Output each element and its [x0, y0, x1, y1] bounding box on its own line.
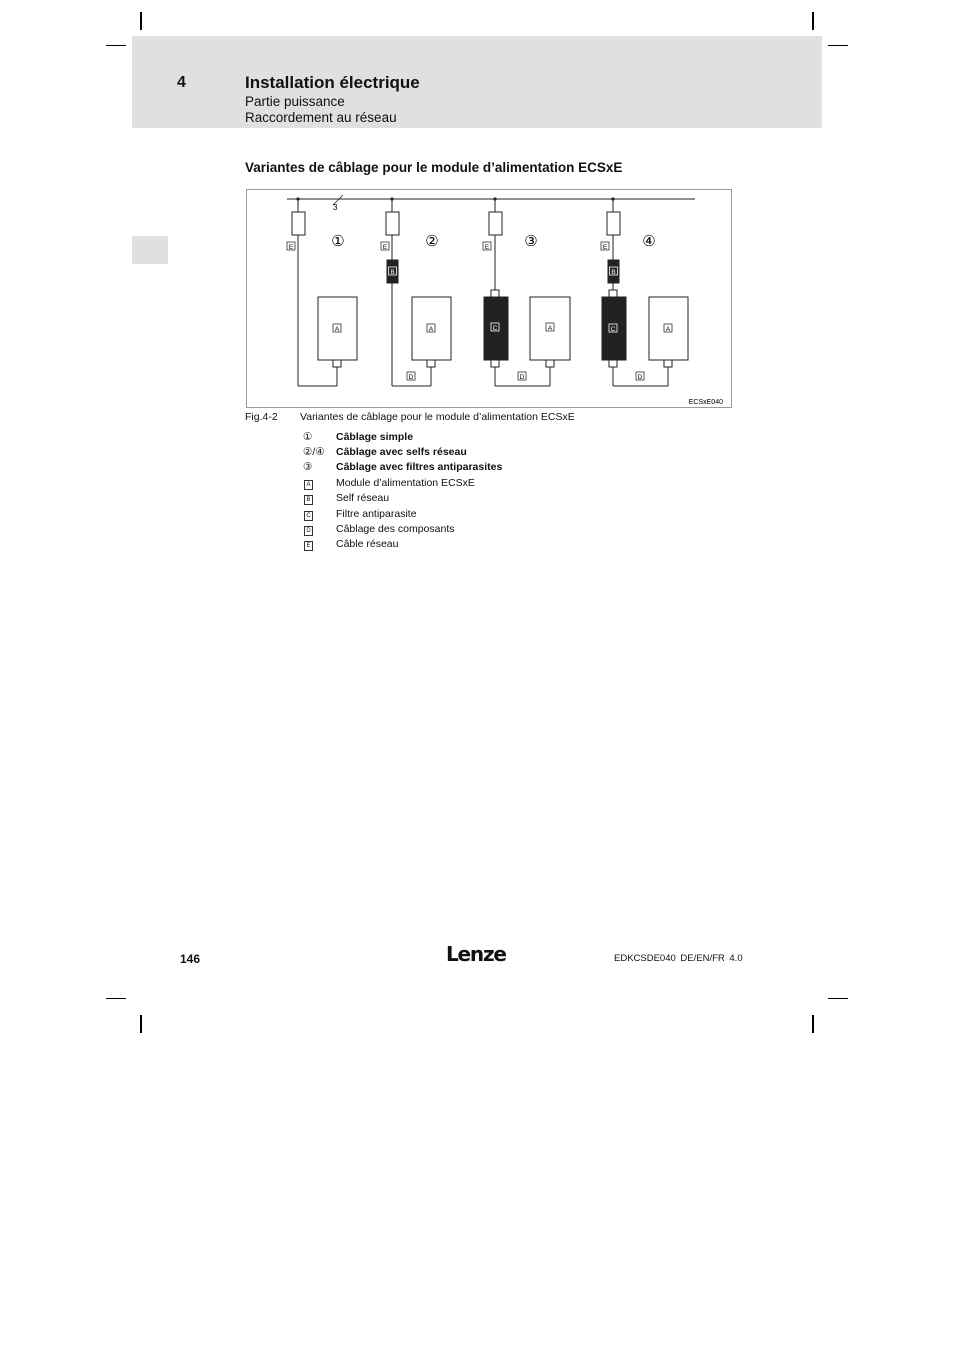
variant-4 [601, 197, 688, 386]
wiring-diagram-svg [247, 190, 733, 409]
chapter-number: 4 [177, 74, 186, 91]
legend-key-box: C [304, 511, 313, 521]
legend-key-box: E [304, 541, 313, 551]
variant-number: ① [331, 233, 345, 250]
label-b: B [390, 269, 395, 276]
label-e: E [288, 244, 294, 251]
section-heading: Variantes de câblage pour le module d’alimentation ECSxE [245, 160, 623, 175]
figure-caption-text: Variantes de câblage pour le module d’alimentation ECSxE [300, 411, 575, 423]
crop-mark [140, 12, 142, 30]
fuse-icon [489, 212, 502, 235]
legend-text: Câblage simple [336, 431, 414, 443]
label-a: A [547, 325, 553, 332]
legend-key: ① [303, 431, 313, 443]
label-d: D [408, 374, 414, 381]
variant-number: ③ [524, 233, 538, 250]
section-subtitle: Raccordement au réseau [245, 110, 397, 125]
supply-line-label: 3 [333, 203, 338, 212]
legend-text: Câblage avec filtres antiparasites [336, 461, 503, 473]
crop-mark [828, 45, 848, 46]
section-subtitle: Partie puissance [245, 94, 345, 109]
legend-text: Câblage avec selfs réseau [336, 446, 467, 458]
label-e: E [484, 244, 490, 251]
label-a: A [665, 326, 671, 333]
legend-text: Filtre antiparasite [336, 508, 417, 520]
crop-mark [828, 998, 848, 999]
figure-caption-label: Fig.4-2 [245, 411, 278, 423]
brand-logo: Lenze [446, 942, 506, 966]
variant-1 [287, 197, 357, 386]
legend-key-box: D [304, 526, 313, 536]
crop-mark [106, 998, 126, 999]
legend-text: Module d’alimentation ECSxE [336, 477, 475, 489]
fuse-icon [386, 212, 399, 235]
legend-key: ②/④ [303, 446, 325, 458]
label-e: E [602, 244, 608, 251]
chapter-tab-marker [132, 236, 168, 264]
label-e: E [382, 244, 388, 251]
label-d: D [637, 374, 643, 381]
chapter-title: Installation électrique [245, 73, 420, 92]
fuse-icon [292, 212, 305, 235]
crop-mark [106, 45, 126, 46]
crop-mark [812, 12, 814, 30]
variant-number: ② [425, 233, 439, 250]
header-band [132, 36, 822, 128]
label-c: C [610, 326, 616, 333]
wiring-diagram [246, 189, 732, 408]
figure-code: ECSxE040 [688, 399, 723, 406]
document-code: EDKCSDE040 DE/EN/FR 4.0 [614, 953, 743, 964]
fuse-icon [607, 212, 620, 235]
label-a: A [334, 326, 340, 333]
page-number: 146 [180, 952, 201, 966]
label-c: C [492, 325, 498, 332]
label-a: A [428, 326, 434, 333]
label-d: D [519, 374, 525, 381]
legend-key: ③ [303, 461, 313, 473]
legend-text: Câblage des composants [336, 523, 455, 535]
crop-mark [140, 1015, 142, 1033]
variant-number: ④ [642, 233, 656, 250]
legend-text: Self réseau [336, 492, 390, 504]
legend-text: Câble réseau [336, 538, 399, 550]
legend-key-box: B [304, 495, 313, 505]
variant-3 [483, 197, 570, 386]
crop-mark [812, 1015, 814, 1033]
variant-2 [381, 197, 451, 386]
label-b: B [611, 269, 616, 276]
legend-key-box: A [304, 480, 313, 490]
